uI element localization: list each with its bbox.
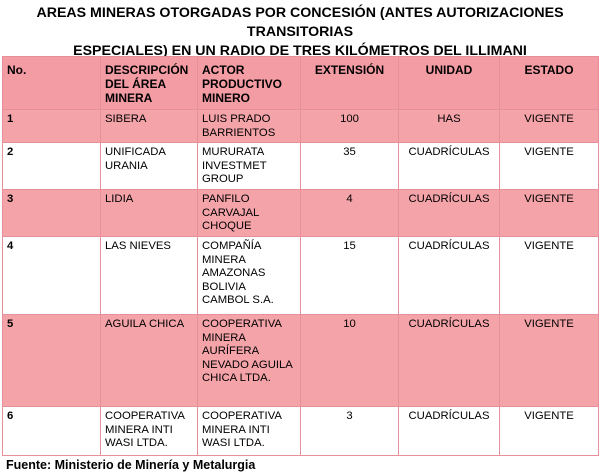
cell-actor: LUIS PRADO BARRIENTOS — [198, 110, 301, 143]
cell-no: 3 — [3, 189, 101, 236]
table-header-row — [3, 57, 599, 110]
source-note: Fuente: Ministerio de Minería y Metalurgia — [6, 458, 256, 472]
table-row — [3, 406, 599, 455]
cell-descripcion: LAS NIEVES — [101, 236, 198, 314]
table-row — [3, 236, 599, 314]
header-actor: ACTOR PRODUCTIVO MINERO — [198, 57, 301, 110]
cell-actor: PANFILO CARVAJAL CHOQUE — [198, 189, 301, 236]
cell-actor: COOPERATIVA MINERA AURÍFERA NEVADO AGUILA CHICA LTDA. — [198, 314, 301, 406]
cell-no: 6 — [3, 406, 101, 455]
header-no: No. — [3, 57, 101, 110]
cell-no: 5 — [3, 314, 101, 406]
cell-estado: VIGENTE — [500, 189, 599, 236]
cell-descripcion: COOPERATIVA MINERA INTI WASI LTDA. — [101, 406, 198, 455]
header-descripcion: DESCRIPCIÓN DEL ÁREA MINERA — [101, 57, 198, 110]
cell-descripcion: LIDIA — [101, 189, 198, 236]
mining-areas-table — [2, 56, 599, 456]
title-line-2: ESPECIALES) EN UN RADIO DE TRES KILÓMETROS DEL ILLIMANI — [73, 43, 527, 59]
cell-no: 1 — [3, 110, 101, 143]
header-extension: EXTENSIÓN — [301, 57, 399, 110]
cell-extension: 100 — [301, 110, 399, 143]
header-unidad: UNIDAD — [399, 57, 500, 110]
cell-unidad: CUADRÍCULAS — [399, 189, 500, 236]
cell-unidad: CUADRÍCULAS — [399, 314, 500, 406]
cell-estado: VIGENTE — [500, 406, 599, 455]
cell-no: 2 — [3, 143, 101, 190]
cell-extension: 4 — [301, 189, 399, 236]
table-row — [3, 110, 599, 143]
table-row — [3, 189, 599, 236]
title-line-1: AREAS MINERAS OTORGADAS POR CONCESIÓN (ANTES AUTORIZACIONES TRANSITORIAS — [36, 5, 564, 40]
cell-actor: COOPERATIVA MINERA INTI WASI LTDA. — [198, 406, 301, 455]
cell-unidad: CUADRÍCULAS — [399, 236, 500, 314]
cell-descripcion: SIBERA — [101, 110, 198, 143]
document-title — [6, 4, 594, 61]
cell-estado: VIGENTE — [500, 236, 599, 314]
cell-unidad: HAS — [399, 110, 500, 143]
cell-extension: 15 — [301, 236, 399, 314]
table-row — [3, 314, 599, 406]
cell-descripcion: AGUILA CHICA — [101, 314, 198, 406]
cell-no: 4 — [3, 236, 101, 314]
cell-descripcion: UNIFICADA URANIA — [101, 143, 198, 190]
cell-extension: 3 — [301, 406, 399, 455]
cell-unidad: CUADRÍCULAS — [399, 406, 500, 455]
table-row — [3, 143, 599, 190]
cell-actor: MURURATA INVESTMET GROUP — [198, 143, 301, 190]
cell-estado: VIGENTE — [500, 143, 599, 190]
header-estado: ESTADO — [500, 57, 599, 110]
cell-estado: VIGENTE — [500, 110, 599, 143]
cell-extension: 10 — [301, 314, 399, 406]
cell-actor: COMPAÑÍA MINERA AMAZONAS BOLIVIA CAMBOL S.A. — [198, 236, 301, 314]
cell-extension: 35 — [301, 143, 399, 190]
cell-unidad: CUADRÍCULAS — [399, 143, 500, 190]
cell-estado: VIGENTE — [500, 314, 599, 406]
